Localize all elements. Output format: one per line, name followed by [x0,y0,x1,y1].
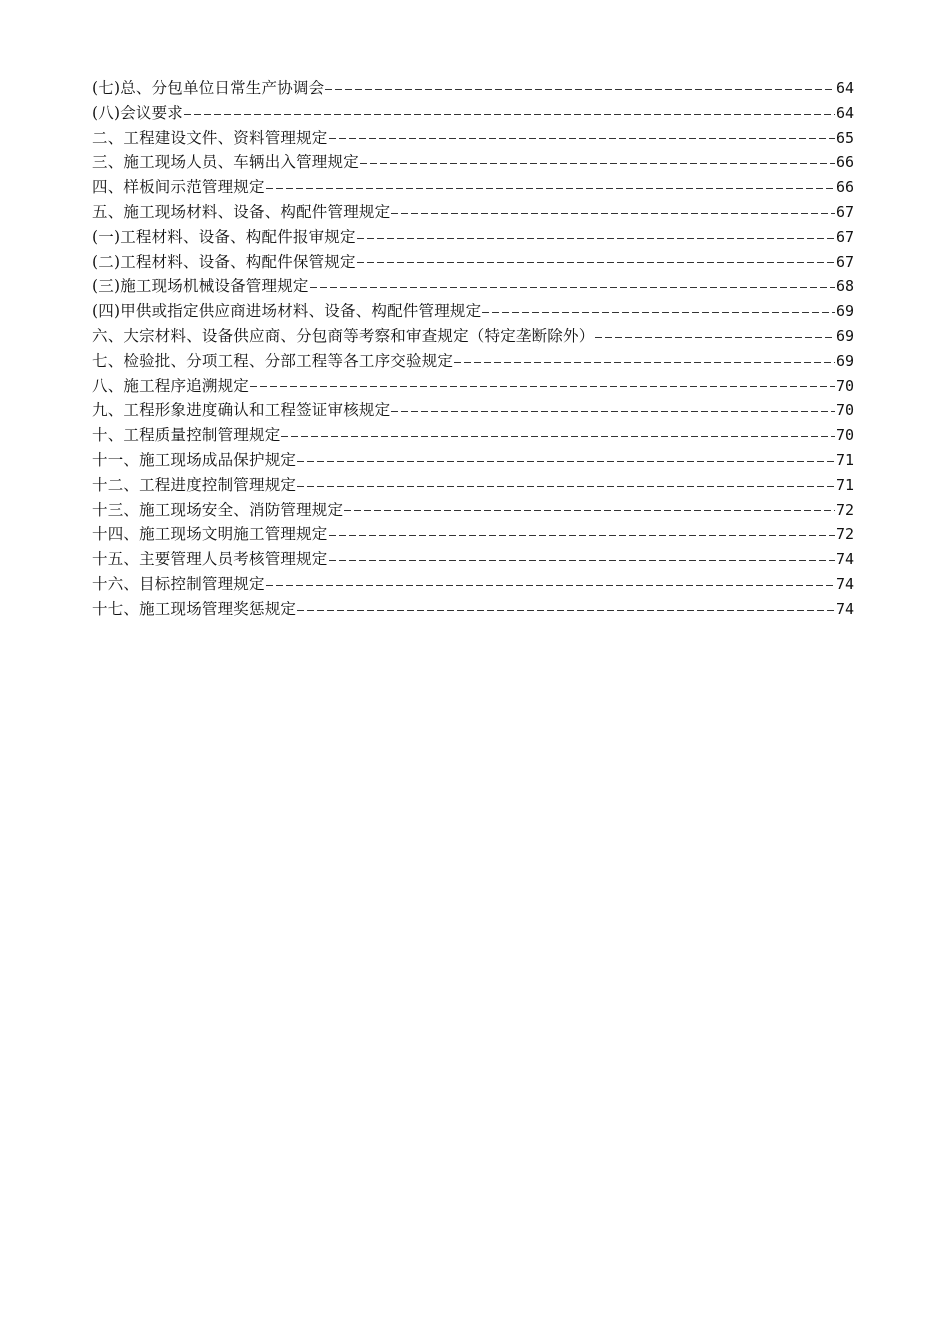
toc-entry-title: 四、样板间示范管理规定 [92,178,265,197]
toc-entry-page: 74 [835,550,854,569]
toc-entry-title: 十二、工程进度控制管理规定 [92,475,297,494]
toc-entry-page: 72 [835,500,854,519]
toc-entry-title: (四)甲供或指定供应商进场材料、设备、构配件管理规定 [92,302,482,321]
toc-entry[interactable] [92,299,854,324]
toc-entry-title: 三、施工现场人员、车辆出入管理规定 [92,153,359,172]
toc-entry-page: 65 [835,128,854,147]
toc-entry-title: 十、工程质量控制管理规定 [92,426,281,445]
toc-entry[interactable] [92,274,854,299]
toc-entry-title: 九、工程形象进度确认和工程签证审核规定 [92,401,391,420]
dash-leader [329,535,835,536]
toc-entry-title: 十四、施工现场文明施工管理规定 [92,525,328,544]
toc-entry-title: 十一、施工现场成品保护规定 [92,450,297,469]
toc-entry[interactable] [92,547,854,572]
toc-entry-page: 66 [835,178,854,197]
toc-entry[interactable] [92,225,854,250]
toc-entry-page: 69 [835,326,854,345]
toc-entry-page: 70 [835,376,854,395]
toc-entry-title: 十六、目标控制管理规定 [92,574,265,593]
dash-leader [454,362,835,363]
toc-entry-title: 十三、施工现场安全、消防管理规定 [92,500,344,519]
toc-entry-title: 八、施工程序追溯规定 [92,376,250,395]
toc-entry[interactable] [92,250,854,275]
toc-entry[interactable] [92,522,854,547]
dash-leader [391,411,835,412]
dash-leader [344,510,835,511]
toc-entry-page: 69 [835,302,854,321]
dash-leader [281,436,835,437]
toc-entry-page: 71 [835,450,854,469]
toc-entry[interactable] [92,175,854,200]
dash-leader [595,337,835,338]
toc-entry-page: 71 [835,475,854,494]
toc-entry[interactable] [92,572,854,597]
toc-entry-page: 69 [835,351,854,370]
toc-entry[interactable] [92,101,854,126]
dash-leader [250,386,835,387]
dash-leader [297,486,835,487]
toc-entry[interactable] [92,448,854,473]
toc-entry[interactable] [92,200,854,225]
dash-leader [266,585,835,586]
dash-leader [310,287,835,288]
toc-entry-page: 66 [835,153,854,172]
dash-leader [360,163,835,164]
toc-entry-title: 十五、主要管理人员考核管理规定 [92,550,328,569]
toc-entry-title: (一)工程材料、设备、构配件报审规定 [92,227,356,246]
toc-entry-page: 67 [835,227,854,246]
dash-leader [329,560,835,561]
toc-entry-title: 二、工程建设文件、资料管理规定 [92,128,328,147]
toc-entry-page: 67 [835,202,854,221]
toc-entry[interactable] [92,374,854,399]
toc-entry-title: (七)总、分包单位日常生产协调会 [92,79,325,97]
table-of-contents [92,76,854,622]
toc-entry-title: (二)工程材料、设备、构配件保管规定 [92,252,356,271]
toc-entry-page: 68 [835,277,854,296]
toc-entry[interactable] [92,126,854,151]
toc-entry-title: 五、施工现场材料、设备、构配件管理规定 [92,202,391,221]
toc-entry-page: 74 [835,574,854,593]
toc-entry[interactable] [92,76,854,101]
toc-entry[interactable] [92,498,854,523]
toc-entry[interactable] [92,473,854,498]
toc-entry-page: 70 [835,426,854,445]
dash-leader [325,89,835,90]
toc-entry-page: 72 [835,525,854,544]
dash-leader [357,238,835,239]
dash-leader [184,114,835,115]
dash-leader [266,188,835,189]
toc-entry[interactable] [92,349,854,374]
dash-leader [297,610,835,611]
toc-entry-page: 74 [835,599,854,618]
toc-entry-title: 七、检验批、分项工程、分部工程等各工序交验规定 [92,351,454,370]
toc-entry-page: 67 [835,252,854,271]
dash-leader [297,461,835,462]
dash-leader [329,138,835,139]
toc-entry-title: 六、大宗材料、设备供应商、分包商等考察和审查规定（特定垄断除外） [92,326,595,345]
toc-entry-page: 64 [835,79,854,97]
toc-entry-page: 64 [835,103,854,122]
toc-entry[interactable] [92,398,854,423]
toc-entry-title: (三)施工现场机械设备管理规定 [92,277,309,296]
toc-entry[interactable] [92,324,854,349]
toc-entry[interactable] [92,423,854,448]
dash-leader [357,262,835,263]
dash-leader [391,213,835,214]
toc-entry[interactable] [92,150,854,175]
toc-entry-title: (八)会议要求 [92,103,183,122]
toc-entry-title: 十七、施工现场管理奖惩规定 [92,599,297,618]
toc-entry[interactable] [92,597,854,622]
dash-leader [482,312,835,313]
toc-entry-page: 70 [835,401,854,420]
